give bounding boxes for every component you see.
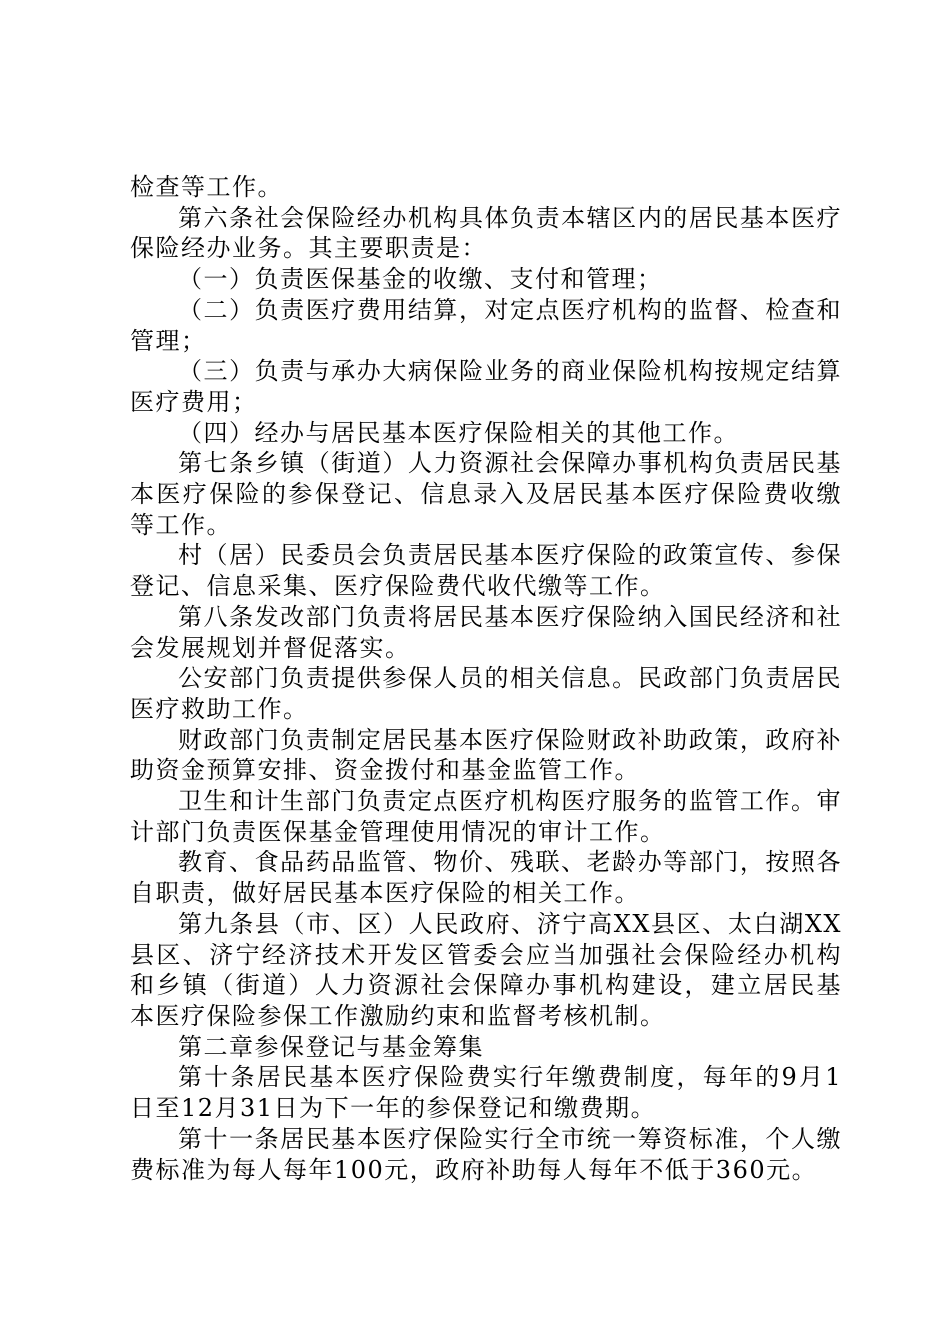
paragraph-other-departments: 教育、食品药品监管、物价、残联、老龄办等部门，按照各自职责，做好居民基本医疗保险的相关工作。 xyxy=(130,848,842,908)
paragraph-article-6: 第六条社会保险经办机构具体负责本辖区内的居民基本医疗保险经办业务。其主要职责是： xyxy=(130,203,842,263)
paragraph-health-audit: 卫生和计生部门负责定点医疗机构医疗服务的监管工作。审计部门负责医保基金管理使用情况的审计工作。 xyxy=(130,787,842,846)
paragraph-public-security: 公安部门负责提供参保人员的相关信息。民政部门负责居民医疗救助工作。 xyxy=(130,664,842,723)
paragraph-finance: 财政部门负责制定居民基本医疗保险财政补助政策，政府补助资金预算安排、资金拨付和基金监管工作。 xyxy=(130,725,842,785)
paragraph-article-10: 第十条居民基本医疗保险费实行年缴费制度，每年的9月1日至12月31日为下一年的参保登记和缴费期。 xyxy=(130,1063,842,1123)
paragraph-continuation: 检查等工作。 xyxy=(130,173,283,201)
paragraph-article-8: 第八条发改部门负责将居民基本医疗保险纳入国民经济和社会发展规划并督促落实。 xyxy=(130,602,842,662)
paragraph-article-9: 第九条县（市、区）人民政府、济宁高XX县区、太白湖XX县区、济宁经济技术开发区管委会应当加强社会保险经办机构和乡镇（街道）人力资源社会保障办事机构建设，建立居民基本医疗保险参保工作激励约束和监督考核机制。 xyxy=(130,909,842,1030)
paragraph-article-11: 第十一条居民基本医疗保险实行全市统一筹资标准，个人缴费标准为每人每年100元，政府补助每人每年不低于360元。 xyxy=(130,1124,842,1184)
paragraph-village-committee: 村（居）民委员会负责居民基本医疗保险的政策宣传、参保登记、信息采集、医疗保险费代收代缴等工作。 xyxy=(130,541,842,601)
paragraph-article-7: 第七条乡镇（街道）人力资源社会保障办事机构负责居民基本医疗保险的参保登记、信息录入及居民基本医疗保险费收缴等工作。 xyxy=(130,449,842,539)
document-body xyxy=(130,172,842,1185)
paragraph-duty-1: （一）负责医保基金的收缴、支付和管理； xyxy=(178,265,663,294)
paragraph-duty-4: （四）经办与居民基本医疗保险相关的其他工作。 xyxy=(178,418,739,447)
paragraph-duty-3: （三）负责与承办大病保险业务的商业保险机构按规定结算医疗费用； xyxy=(130,357,842,416)
paragraph-duty-2: （二）负责医疗费用结算，对定点医疗机构的监督、检查和管理； xyxy=(130,295,842,355)
chapter-heading: 第二章参保登记与基金筹集 xyxy=(178,1032,484,1061)
